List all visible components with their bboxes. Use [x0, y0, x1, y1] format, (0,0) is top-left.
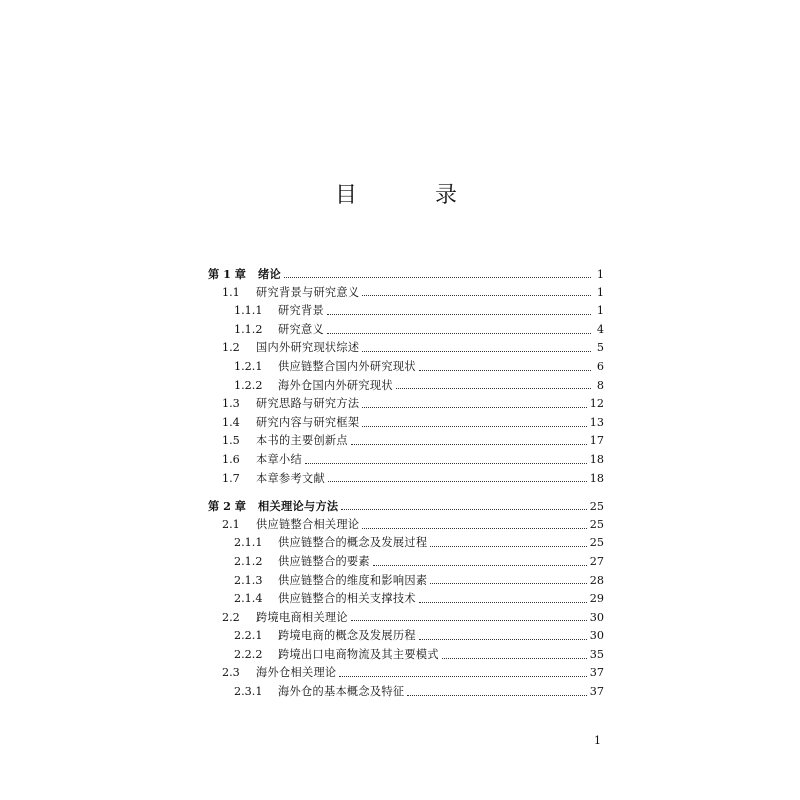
- toc-entry-label: 研究思路与研究方法: [256, 397, 360, 411]
- toc-entry-page: 35: [589, 647, 604, 661]
- dot-leader: [430, 546, 586, 547]
- toc-entry-label: 海外仓国内外研究现状: [278, 378, 393, 392]
- toc-entry[interactable]: [208, 590, 604, 609]
- dot-leader: [362, 295, 591, 296]
- toc-entry[interactable]: [208, 451, 604, 470]
- toc-entry-number: 1.5: [222, 434, 240, 448]
- toc-entry-label: 供应链整合的相关支撑技术: [278, 592, 416, 606]
- toc-entry-page: 37: [589, 685, 604, 699]
- toc-entry-page: 27: [589, 554, 604, 568]
- toc-entry[interactable]: [208, 470, 604, 489]
- toc-entry-label: 研究背景: [278, 304, 324, 318]
- dot-leader: [362, 528, 586, 529]
- toc-entry-page: 28: [589, 573, 604, 587]
- toc-entry-number: 2.2.1: [234, 629, 263, 643]
- toc-entry-number: 1.2: [222, 341, 240, 355]
- dot-leader: [407, 695, 586, 696]
- toc-entry-page: 1: [596, 304, 604, 318]
- toc-entry[interactable]: [208, 414, 604, 433]
- dot-leader: [351, 444, 587, 445]
- toc-entry-page: 4: [596, 322, 604, 336]
- dot-leader: [419, 370, 591, 371]
- toc-entry-label: 本书的主要创新点: [256, 434, 348, 448]
- toc-entry-label: 本章小结: [256, 452, 302, 466]
- toc-entry[interactable]: [208, 395, 604, 414]
- toc-entry[interactable]: [208, 321, 604, 340]
- dot-leader: [362, 426, 586, 427]
- toc-entry-page: 1: [596, 285, 604, 299]
- toc-entry-page: 25: [589, 536, 604, 550]
- toc-entry-number: 1.2.2: [234, 378, 263, 392]
- toc-entry[interactable]: [208, 572, 604, 591]
- toc-entry-page: 6: [596, 359, 604, 373]
- toc-entry[interactable]: [208, 664, 604, 683]
- toc-entry-page: 18: [589, 452, 604, 466]
- toc-entry-number: 第 2 章: [208, 499, 246, 514]
- toc-entry[interactable]: [208, 516, 604, 535]
- dot-leader: [419, 639, 587, 640]
- toc-entry-number: 2.3.1: [234, 685, 263, 699]
- toc-entry-label: 供应链整合国内外研究现状: [278, 359, 416, 373]
- dot-leader: [362, 407, 586, 408]
- toc-chapter-entry[interactable]: [208, 265, 604, 284]
- toc-entry[interactable]: [208, 609, 604, 628]
- dot-leader: [419, 602, 587, 603]
- toc-entry[interactable]: [208, 627, 604, 646]
- toc-entry-label: 绪论: [258, 267, 281, 281]
- dot-leader: [327, 333, 591, 334]
- toc-entry-label: 研究背景与研究意义: [256, 285, 360, 299]
- toc-entry-number: 2.1.4: [234, 592, 263, 606]
- toc-entry-number: 1.1: [222, 285, 240, 299]
- toc-entry[interactable]: [208, 284, 604, 303]
- toc-entry-number: 第 1 章: [208, 267, 246, 281]
- toc-entry-number: 1.1.1: [234, 304, 263, 318]
- toc-entry-number: 1.4: [222, 415, 240, 429]
- toc-entry-label: 供应链整合的概念及发展过程: [278, 536, 428, 550]
- toc-entry-number: 2.2.2: [234, 647, 263, 661]
- toc-entry-number: 2.3: [222, 666, 240, 680]
- toc-entry-label: 供应链整合的要素: [278, 554, 370, 568]
- toc-entry-page: 25: [589, 517, 604, 531]
- toc-entry[interactable]: [208, 377, 604, 396]
- toc-entry-label: 跨境电商的概念及发展历程: [278, 629, 416, 643]
- dot-leader: [351, 620, 587, 621]
- dot-leader: [430, 583, 586, 584]
- page-number: 1: [594, 734, 601, 747]
- dot-leader: [339, 676, 586, 677]
- toc-chapter-entry[interactable]: [208, 497, 604, 516]
- toc-entry-page: 29: [589, 592, 604, 606]
- toc-entry-number: 2.1: [222, 517, 240, 531]
- toc-entry-number: 1.1.2: [234, 322, 263, 336]
- toc-entry[interactable]: [208, 432, 604, 451]
- toc-entry-page: 37: [589, 666, 604, 680]
- toc-entry[interactable]: [208, 683, 604, 702]
- chapter-gap: [208, 488, 604, 497]
- toc-entry-label: 研究内容与研究框架: [256, 415, 360, 429]
- toc-entry-number: 1.7: [222, 471, 240, 485]
- toc-entry-label: 跨境电商相关理论: [256, 610, 348, 624]
- toc-entry-page: 18: [589, 471, 604, 485]
- toc-entry-label: 供应链整合相关理论: [256, 517, 360, 531]
- toc-entry[interactable]: [208, 302, 604, 321]
- toc-entry-label: 海外仓的基本概念及特征: [278, 685, 405, 699]
- toc-entry[interactable]: [208, 358, 604, 377]
- toc-entry[interactable]: [208, 646, 604, 665]
- toc-entry-page: 12: [589, 397, 604, 411]
- dot-leader: [284, 277, 591, 278]
- toc-entry-page: 5: [596, 341, 604, 355]
- toc-entry-label: 供应链整合的维度和影响因素: [278, 573, 428, 587]
- toc-entry-label: 本章参考文献: [256, 471, 325, 485]
- toc-entry-number: 1.3: [222, 397, 240, 411]
- toc-entry-label: 跨境出口电商物流及其主要模式: [278, 647, 439, 661]
- toc-entry-number: 1.2.1: [234, 359, 263, 373]
- toc-entry-page: 13: [589, 415, 604, 429]
- toc-entry-page: 17: [589, 434, 604, 448]
- toc-entry[interactable]: [208, 553, 604, 572]
- toc-entry-number: 2.1.2: [234, 554, 263, 568]
- toc-entry-label: 国内外研究现状综述: [256, 341, 360, 355]
- toc-entry-number: 2.1.3: [234, 573, 263, 587]
- toc-entry-page: 1: [596, 268, 604, 281]
- toc-entry-label: 相关理论与方法: [258, 499, 339, 514]
- page-title: 目 录: [334, 183, 485, 208]
- toc-entry-page: 25: [589, 500, 604, 514]
- dot-leader: [373, 565, 587, 566]
- dot-leader: [305, 463, 587, 464]
- toc-entry-page: 8: [596, 378, 604, 392]
- toc-entry-number: 2.2: [222, 610, 240, 624]
- dot-leader: [328, 481, 587, 482]
- dot-leader: [442, 658, 587, 659]
- dot-leader: [396, 388, 591, 389]
- table-of-contents: [208, 265, 604, 702]
- toc-entry-label: 海外仓相关理论: [256, 666, 337, 680]
- toc-entry-label: 研究意义: [278, 322, 324, 336]
- toc-entry-number: 2.1.1: [234, 536, 263, 550]
- toc-entry-number: 1.6: [222, 452, 240, 466]
- dot-leader: [362, 351, 591, 352]
- dot-leader: [327, 314, 591, 315]
- dot-leader: [341, 509, 586, 510]
- toc-entry-page: 30: [589, 629, 604, 643]
- toc-entry[interactable]: [208, 534, 604, 553]
- toc-entry-page: 30: [589, 610, 604, 624]
- toc-entry[interactable]: [208, 339, 604, 358]
